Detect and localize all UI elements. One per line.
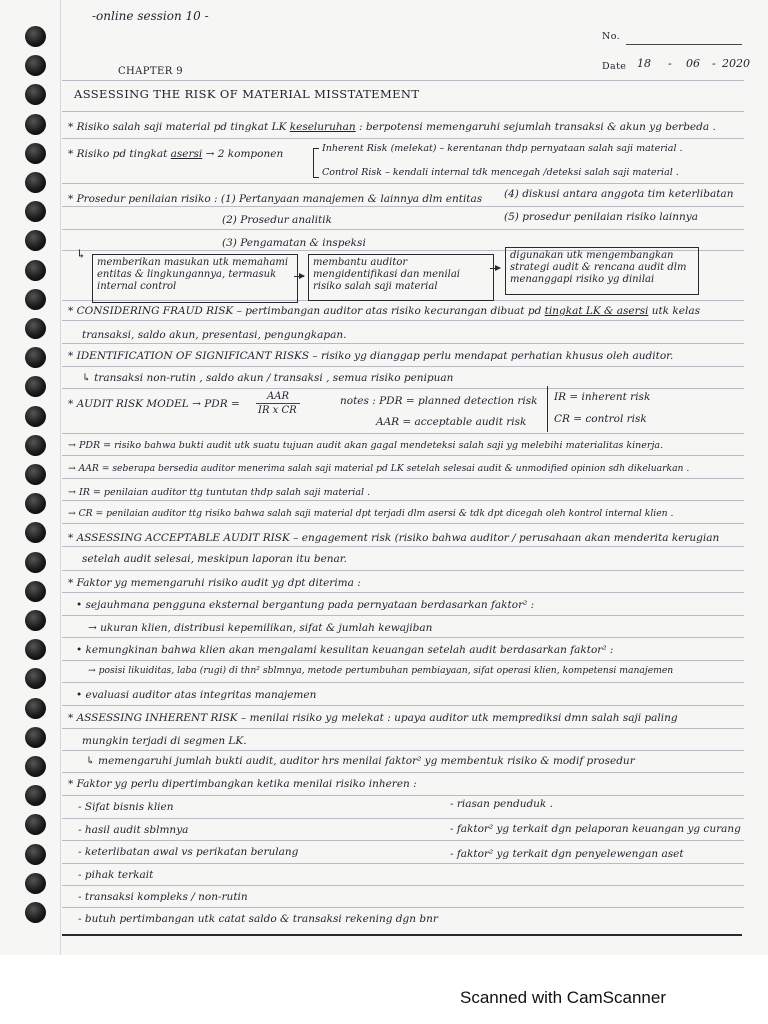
binder-hole (25, 698, 46, 719)
procedure-1: * Prosedur penilaian risiko : (1) Pertanyaan manajemen & lainnya dlm entitas (68, 193, 483, 205)
binder-hole (25, 289, 46, 310)
inherent-factor-5: - transaksi kompleks / non-rutin (78, 891, 248, 903)
ruled-line (62, 570, 744, 571)
binder-hole (25, 727, 46, 748)
binder-hole (25, 143, 46, 164)
note-significant-risks-examples: ↳ transaksi non-rutin , saldo akun / transaksi , semua risiko penipuan (82, 372, 454, 384)
ruled-line (62, 592, 744, 593)
ruled-line (62, 637, 744, 638)
ruled-line (62, 705, 744, 706)
chapter-label: CHAPTER 9 (118, 66, 183, 77)
binder-hole (25, 230, 46, 251)
note-inherent-risk: Inherent Risk (melekat) – kerentanan thdp pernyataan salah saji material . (322, 143, 683, 154)
binder-hole (25, 552, 46, 573)
ruled-line (62, 772, 744, 773)
ruled-line (62, 229, 744, 230)
definition-cr: → CR = penilaian auditor ttg risiko bahwa salah saji material dpt terjadi dlm asersi & tdk dpt dicegah oleh kontrol internal klien . (68, 508, 674, 519)
arm-note-ir: IR = inherent risk (554, 391, 651, 403)
arm-note-cr: CR = control risk (554, 413, 647, 425)
binder-hole (25, 376, 46, 397)
factors-heading: * Faktor yg memengaruhi risiko audit yg dpt diterima : (68, 577, 361, 589)
factor-financial-difficulty-detail: → posisi likuiditas, laba (rugi) di thn² sblmnya, metode pertumbuhan pembiayaan, sifat operasi klien, kompetensi manajemen (88, 665, 674, 676)
pdr-denominator: IR x CR (258, 405, 297, 416)
binder-hole (25, 318, 46, 339)
component-brace (313, 148, 319, 178)
session-heading: -online session 10 - (92, 9, 209, 23)
binder-hole (25, 639, 46, 660)
scanner-watermark: Scanned with CamScanner (460, 988, 667, 1007)
ruled-line (62, 546, 744, 547)
binder-hole (25, 347, 46, 368)
margin-line (60, 0, 61, 955)
binder-hole (25, 406, 46, 427)
binder-hole (25, 464, 46, 485)
note-inherent-risk-assessment: * ASSESSING INHERENT RISK – menilai risiko yg melekat : upaya auditor utk memprediksi dmn salah saji paling (68, 712, 678, 724)
definition-ir: → IR = penilaian auditor ttg tuntutan thdp salah saji material . (68, 487, 371, 498)
flow-box-identify-risk: membantu auditor mengidentifikasi dan menilai risiko salah saji material (308, 254, 494, 301)
ruled-line (62, 500, 744, 501)
ruled-line (62, 478, 744, 479)
binder-hole (25, 844, 46, 865)
date-month: 06 (686, 57, 700, 70)
date-sep-1: - (668, 57, 672, 70)
binder-hole (25, 581, 46, 602)
ruled-line (62, 433, 744, 434)
audit-risk-model-label: * AUDIT RISK MODEL → PDR = (68, 398, 240, 410)
inherent-factor-4: - pihak terkait (78, 869, 154, 881)
inherent-factor-right-2: - faktor² yg terkait dgn pelaporan keuangan yg curang (450, 823, 741, 835)
ruled-line (62, 343, 744, 344)
binder-hole (25, 435, 46, 456)
flow-hook-arrow: ↳ (76, 247, 87, 261)
binder-hole (25, 26, 46, 47)
ruled-line (62, 863, 744, 864)
arm-note-pdr: notes : PDR = planned detection risk (340, 395, 538, 407)
binder-hole (25, 610, 46, 631)
inherent-factor-3: - keterlibatan awal vs perikatan berulang (78, 846, 299, 858)
ruled-line (62, 523, 744, 524)
binder-hole (25, 668, 46, 689)
arm-divider (547, 386, 548, 432)
ruled-line (62, 818, 744, 819)
page-bottom-rule (62, 934, 742, 936)
binder-hole (25, 260, 46, 281)
no-underline (626, 44, 742, 45)
ruled-line (62, 795, 744, 796)
ruled-line (62, 885, 744, 886)
factor-external-users: • sejauhmana pengguna eksternal bergantung pada pernyataan berdasarkan faktor² : (76, 599, 535, 611)
ruled-line (62, 660, 744, 661)
inherent-factor-2: - hasil audit sblmnya (78, 824, 189, 836)
procedure-5: (5) prosedur penilaian risiko lainnya (504, 211, 698, 223)
date-day: 18 (637, 57, 651, 70)
procedure-3: (3) Pengamatan & inspeksi (222, 237, 366, 249)
note-significant-risks: * IDENTIFICATION OF SIGNIFICANT RISKS – risiko yg dianggap perlu mendapat perhatian khusus oleh auditor. (68, 350, 674, 362)
inherent-factor-1: - Sifat bisnis klien (78, 801, 174, 813)
note-acceptable-audit-risk-2: setelah audit selesai, meskipun laporan itu benar. (82, 553, 348, 565)
inherent-factor-right-3: - faktor² yg terkait dgn penyelewengan aset (450, 848, 684, 860)
binder-hole (25, 902, 46, 923)
arm-note-aar: AAR = acceptable audit risk (376, 416, 527, 428)
ruled-line (62, 80, 744, 81)
note-inherent-risk-assessment-3: ↳ memengaruhi jumlah bukti audit, auditor hrs menilai faktor² yg membentuk risiko & modif prosedur (86, 755, 635, 767)
binder-hole (25, 814, 46, 835)
ruled-line (62, 320, 744, 321)
procedure-4: (4) diskusi antara anggota tim keterlibatan (504, 188, 734, 200)
inherent-factor-right-1: - riasan penduduk . (450, 798, 553, 810)
flow-box-understand-entity: memberikan masukan utk memahami entitas & lingkungannya, termasuk internal control (92, 254, 298, 303)
note-fraud-risk-2: transaksi, saldo akun, presentasi, pengungkapan. (82, 329, 347, 341)
note-control-risk: Control Risk – kendali internal tdk mencegah /deteksi salah saji material . (322, 167, 679, 178)
date-sep-2: - (712, 57, 716, 70)
ruled-line (62, 183, 744, 184)
note-overall-risk: * Risiko salah saji material pd tingkat LK keseluruhan : berpotensi memengaruhi sejumlah transaksi & akun yg berbeda . (68, 121, 716, 133)
definition-pdr: → PDR = risiko bahwa bukti audit utk suatu tujuan audit akan gagal mendeteksi salah saji yg melebihi materialitas kinerja. (68, 440, 664, 451)
procedure-2: (2) Prosedur analitik (222, 214, 332, 226)
binder-hole (25, 785, 46, 806)
binder-hole (25, 873, 46, 894)
note-assertion-risk: * Risiko pd tingkat asersi → 2 komponen (68, 148, 284, 160)
ruled-line (62, 206, 744, 207)
pdr-numerator: AAR (267, 391, 289, 402)
binder-hole (25, 201, 46, 222)
note-fraud-risk: * CONSIDERING FRAUD RISK – pertimbangan auditor atas risiko kecurangan dibuat pd tingkat LK & asersi utk kelas (68, 305, 700, 317)
note-inherent-risk-assessment-2: mungkin terjadi di segmen LK. (82, 735, 247, 747)
binder-hole (25, 493, 46, 514)
flow-arrow-2 (490, 268, 500, 269)
inherent-factor-6: - butuh pertimbangan utk catat saldo & transaksi rekening dgn bnr (78, 913, 438, 925)
binder-hole (25, 756, 46, 777)
ruled-line (62, 615, 744, 616)
factor-financial-difficulty: • kemungkinan bahwa klien akan mengalami kesulitan keuangan setelah audit berdasarkan faktor² : (76, 644, 614, 656)
binder-hole (25, 55, 46, 76)
binder-hole (25, 84, 46, 105)
ruled-line (62, 728, 744, 729)
flow-box-audit-strategy: digunakan utk mengembangkan strategi audit & rencana audit dlm menanggapi risiko yg dinilai (505, 247, 699, 295)
binder-hole (25, 522, 46, 543)
date-label: Date (602, 61, 627, 72)
note-acceptable-audit-risk: * ASSESSING ACCEPTABLE AUDIT RISK – engagement risk (risiko bahwa auditor / perusahaan akan menderita kerugian (68, 532, 720, 544)
binder-hole (25, 172, 46, 193)
ruled-line (62, 111, 744, 112)
factor-external-users-detail: → ukuran klien, distribusi kepemilikan, sifat & jumlah kewajiban (88, 622, 433, 634)
ruled-line (62, 366, 744, 367)
ruled-line (62, 388, 744, 389)
ruled-line (62, 138, 744, 139)
ruled-line (62, 840, 744, 841)
date-year: 2020 (722, 57, 750, 70)
flow-arrow-1 (294, 276, 304, 277)
binder-hole (25, 114, 46, 135)
page-title: ASSESSING THE RISK OF MATERIAL MISSTATEMENT (74, 87, 420, 101)
inherent-factors-heading: * Faktor yg perlu dipertimbangkan ketika menilai risiko inheren : (68, 778, 417, 790)
ruled-line (62, 455, 744, 456)
ruled-line (62, 907, 744, 908)
factor-management-integrity: • evaluasi auditor atas integritas manajemen (76, 689, 317, 701)
no-label: No. (602, 31, 621, 42)
ruled-line (62, 750, 744, 751)
ruled-line (62, 682, 744, 683)
definition-aar: → AAR = seberapa bersedia auditor menerima salah saji material pd LK setelah selesai audit & unmodified opinion sdh dikeluarkan . (68, 463, 690, 474)
